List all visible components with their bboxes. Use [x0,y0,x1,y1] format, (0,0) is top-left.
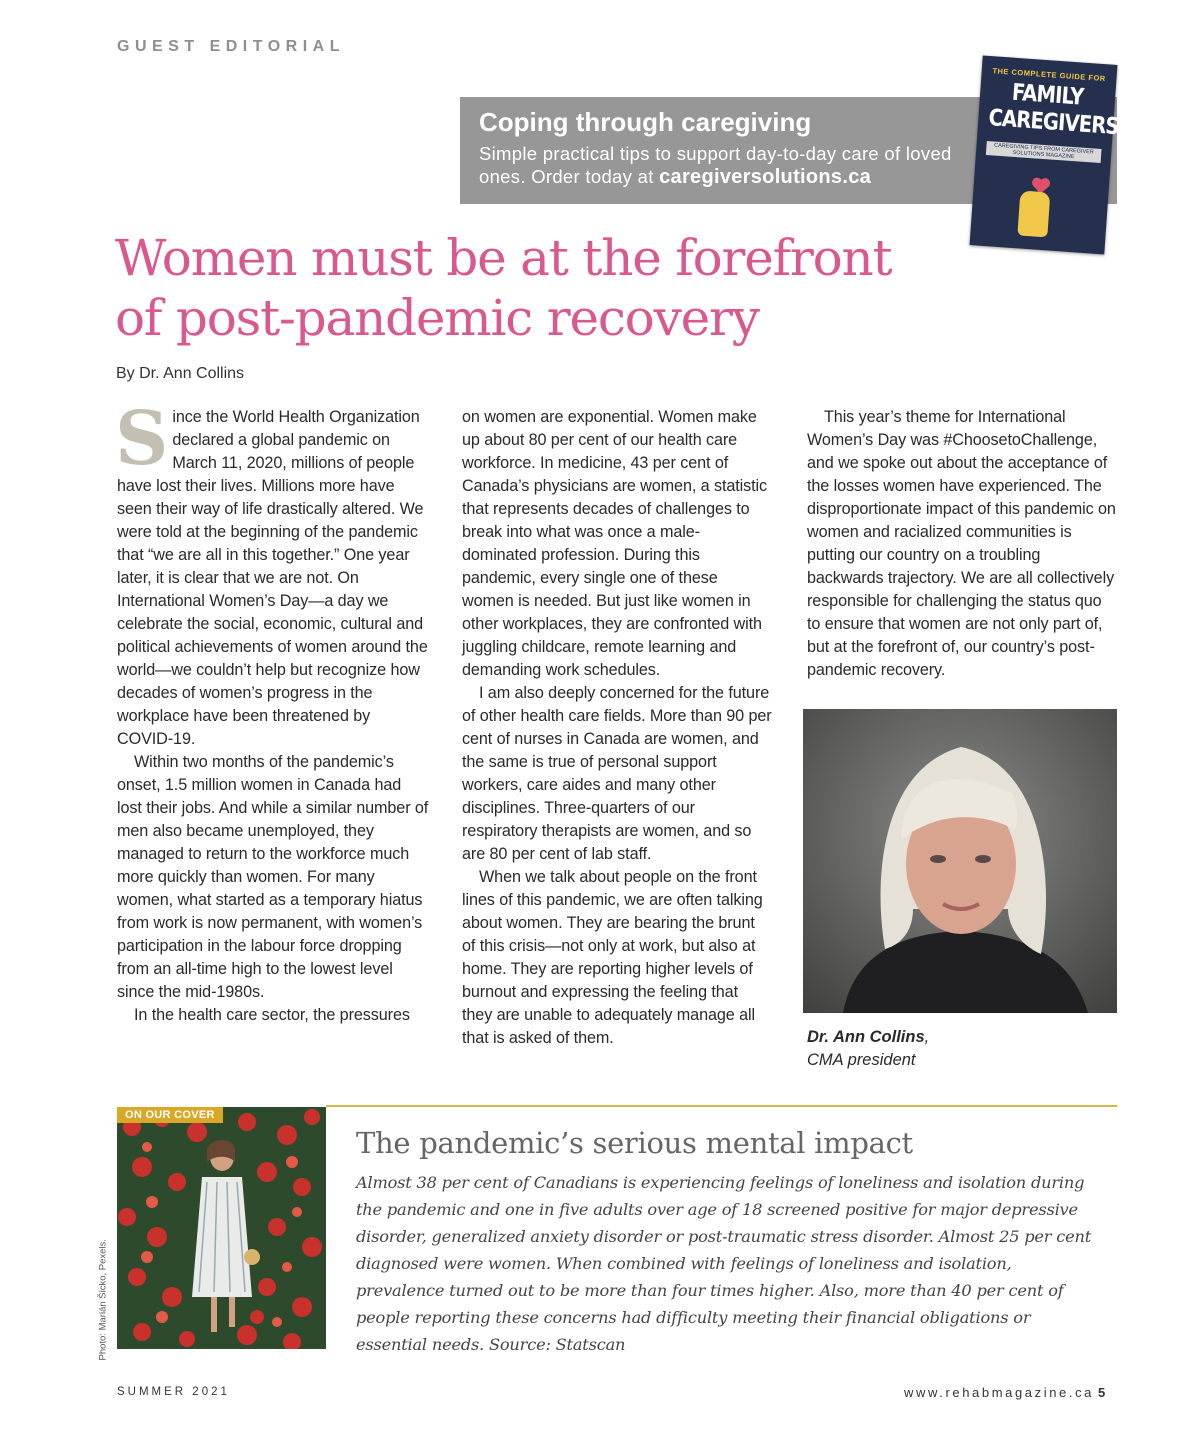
footer-issue: SUMMER 2021 [117,1386,230,1398]
article-byline: By Dr. Ann Collins [116,365,245,382]
article-column-1 [115,396,429,1027]
promo-title: Coping through caregiving [479,107,812,137]
portrait-image [803,709,1117,1013]
photo-credit: Photo: Marián Šicko, Pexels. [97,1239,109,1361]
paragraph: Within two months of the pandemic’s onset, 1.5 million women in Canada had lost their jobs. And while a similar number of men also became unemployed, they managed to return to the workforce much more quickly than women. For many women, what started as a temporary hiatus from work is now permanent, with women’s participation in the labour force dropping from an all-time high to the lowest level since the mid-1980s. [117,753,429,1001]
book-subtitle: CAREGIVING TIPS FROM CAREGIVER SOLUTIONS MAGAZINE [986,141,1102,163]
paragraph: In the health care sector, the pressures [134,1006,410,1024]
drop-cap: S [115,396,169,482]
author-portrait [803,709,1117,1013]
sidebar-divider [326,1105,1117,1107]
paragraph-text: ince the World Health Organization declared a global pandemic on March 11, 2020, millions of people have lost their lives. Millions more have seen their way of life drastically altered. We were told at the beginning of the pandemic that “we are all in this together.” One year later, it is clear that we are not. On International Women’s Day—a day we celebrate the social, economic, cultural and political achievements of women around the world—we couldn’t help but recognize how decades of women’s progress in the workplace have been threatened by COVID-19. [117,408,428,748]
sidebar-title: The pandemic’s serious mental impact [356,1126,913,1160]
book-title-line1: FAMILY [1011,79,1085,111]
cover-photo-image [117,1107,326,1349]
cover-badge: ON OUR COVER [117,1107,223,1123]
hand-illustration [1017,190,1050,237]
paragraph [115,396,429,751]
book-cover-image[interactable] [970,56,1118,255]
article-column-3 [807,406,1119,682]
caption-comma: , [924,1028,930,1046]
book-title-line2: CAREGIVERS [987,105,1120,141]
book-title [987,78,1120,141]
paragraph: When we talk about people on the front lines of this pandemic, we are often talking about women. They are bearing the brunt of this crisis—not only at work, but also at home. They are reporting higher levels of burnout and expressing the feeling that they are unable to adequately manage all that is asked of them. [462,868,763,1047]
cover-photo [117,1107,326,1349]
caption-role: CMA president [807,1051,916,1069]
footer-website[interactable]: www.rehabmagazine.ca [904,1385,1095,1400]
book-top-line: THE COMPLETE GUIDE FOR [992,66,1107,84]
portrait-caption [807,1026,929,1072]
paragraph: on women are exponential. Women make up about 80 per cent of our health care workforce. In medicine, 43 per cent of Canada’s physicians are women, a statistic that represents decades of challenges to break into what was once a male-dominated profession. During this pandemic, every single one of these women is needed. But just like women in other workplaces, they are confronted with juggling childcare, remote learning and demanding work schedules. [462,408,768,679]
section-label: GUEST EDITORIAL [117,38,345,55]
paragraph: This year’s theme for International Women’s Day was #ChoosetoChallenge, and we spoke out about the acceptance of the losses women have experienced. The disproportionate impact of this pandemic on women and racialized communities is putting our country on a troubling backwards trajectory. We are all collectively responsible for challenging the status quo to ensure that women are not only part of, but at the forefront of, our country’s post-pandemic recovery. [807,408,1116,679]
promo-link[interactable]: caregiversolutions.ca [659,166,872,188]
promo-text [479,142,979,189]
footer-right [904,1385,1105,1400]
paragraph: I am also deeply concerned for the future of other health care fields. More than 90 per cent of nurses in Canada are women, and the same is true of personal support workers, care aides and many other disciplines. Three-quarters of our respiratory therapists are women, and so are 80 per cent of lab staff. [462,684,772,863]
promo-description: Simple practical tips to support day-to-day care of loved ones. Order today at [479,143,952,187]
article-column-2 [462,406,772,1050]
page-number: 5 [1098,1385,1106,1400]
sidebar-text: Almost 38 per cent of Canadians is experiencing feelings of loneliness and isolation during the pandemic and one in five adults over age of 18 screened positive for major depressive disorder, generalized anxiety disorder or post-traumatic stress disorder. Almost 25 per cent diagnosed were women. When combined with feelings of loneliness and isolation, prevalence turned out to be more than four times higher. Also, more than 40 per cent of people reporting these concerns had difficulty meeting their financial obligations or essential needs. Source: Statscan [356,1173,1092,1354]
article-headline: Women must be at the forefront of post-pandemic recovery [115,229,892,347]
caption-name: Dr. Ann Collins [807,1028,925,1046]
